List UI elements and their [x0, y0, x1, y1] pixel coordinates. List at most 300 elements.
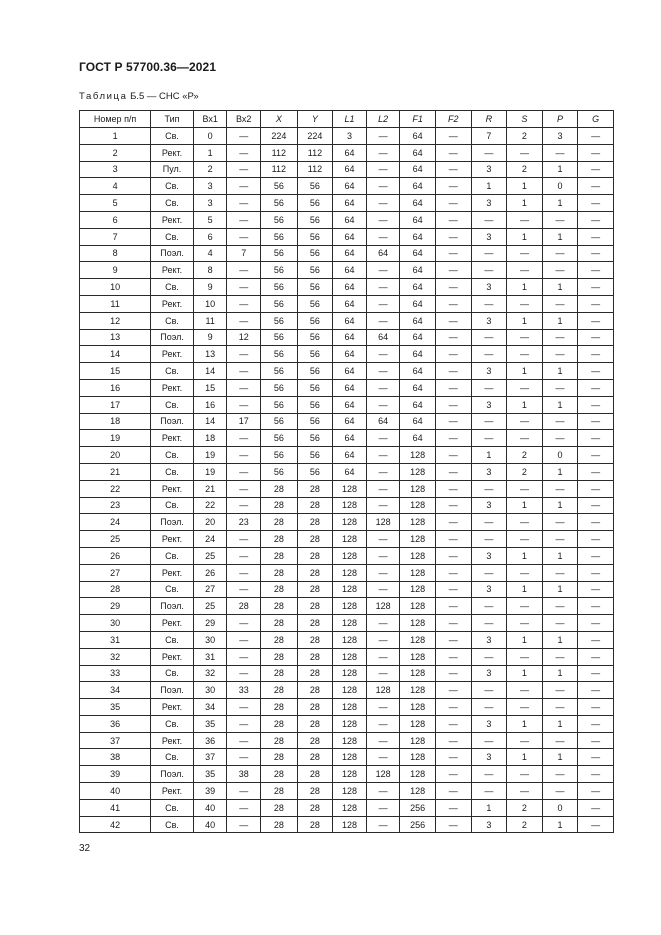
table-cell: —: [578, 531, 614, 548]
table-cell: 5: [80, 195, 151, 212]
column-header: P: [542, 111, 578, 128]
table-cell: —: [435, 447, 471, 464]
table-cell: —: [578, 682, 614, 699]
table-cell: 31: [193, 648, 227, 665]
table-cell: —: [578, 346, 614, 363]
table-cell: 35: [193, 766, 227, 783]
table-cell: 64: [333, 211, 367, 228]
table-cell: 3: [471, 749, 507, 766]
table-cell: 28: [261, 749, 298, 766]
table-cell: —: [435, 463, 471, 480]
table-cell: —: [578, 816, 614, 833]
table-cell: 26: [80, 547, 151, 564]
table-cell: —: [578, 363, 614, 380]
table-cell: —: [227, 144, 261, 161]
table-cell: —: [578, 128, 614, 145]
table-cell: 1: [542, 363, 578, 380]
table-cell: 56: [261, 329, 298, 346]
table-cell: —: [578, 161, 614, 178]
table-cell: 1: [507, 631, 543, 648]
table-cell: 64: [400, 363, 436, 380]
table-cell: —: [366, 463, 400, 480]
table-cell: 128: [333, 531, 367, 548]
table-cell: —: [366, 564, 400, 581]
table-cell: —: [542, 245, 578, 262]
table-cell: 64: [366, 413, 400, 430]
table-cell: —: [471, 144, 507, 161]
table-cell: 1: [471, 447, 507, 464]
table-cell: 12: [80, 312, 151, 329]
table-cell: 128: [400, 682, 436, 699]
table-cell: —: [578, 430, 614, 447]
table-cell: —: [366, 799, 400, 816]
table-cell: 40: [80, 783, 151, 800]
table-cell: —: [471, 514, 507, 531]
table-cell: 64: [333, 228, 367, 245]
table-cell: 3: [193, 195, 227, 212]
table-cell: 56: [297, 447, 333, 464]
table-cell: 128: [333, 749, 367, 766]
table-cell: —: [507, 615, 543, 632]
table-cell: 128: [333, 799, 367, 816]
table-cell: 8: [80, 245, 151, 262]
table-cell: Св.: [151, 799, 194, 816]
table-cell: 29: [193, 615, 227, 632]
table-cell: 1: [542, 279, 578, 296]
table-cell: 64: [333, 463, 367, 480]
table-cell: 224: [297, 128, 333, 145]
table-cell: —: [542, 144, 578, 161]
table-cell: 3: [471, 547, 507, 564]
table-cell: 28: [297, 480, 333, 497]
table-cell: —: [542, 430, 578, 447]
table-cell: —: [542, 379, 578, 396]
table-cell: 128: [400, 547, 436, 564]
table-cell: —: [227, 699, 261, 716]
table-row: [80, 598, 614, 615]
table-row: [80, 615, 614, 632]
table-cell: 56: [261, 178, 298, 195]
table-cell: 128: [333, 732, 367, 749]
table-cell: —: [471, 564, 507, 581]
table-cell: —: [227, 631, 261, 648]
table-cell: 0: [542, 447, 578, 464]
table-cell: —: [578, 379, 614, 396]
table-cell: 28: [261, 615, 298, 632]
table-row: [80, 262, 614, 279]
table-cell: —: [471, 699, 507, 716]
table-caption: [79, 91, 199, 102]
table-cell: 128: [333, 581, 367, 598]
table-cell: —: [435, 178, 471, 195]
table-cell: —: [227, 195, 261, 212]
table-cell: 1: [507, 581, 543, 598]
table-row: [80, 211, 614, 228]
table-cell: —: [507, 564, 543, 581]
table-cell: 28: [297, 547, 333, 564]
table-cell: —: [366, 279, 400, 296]
table-caption-label: Таблица: [79, 91, 128, 102]
table-cell: —: [366, 262, 400, 279]
table-cell: 64: [400, 396, 436, 413]
table-cell: 64: [333, 295, 367, 312]
table-cell: —: [366, 749, 400, 766]
table-cell: 1: [193, 144, 227, 161]
table-cell: 1: [471, 799, 507, 816]
table-cell: 1: [542, 228, 578, 245]
table-cell: —: [578, 497, 614, 514]
table-cell: —: [435, 531, 471, 548]
table-cell: —: [227, 295, 261, 312]
table-cell: 28: [261, 564, 298, 581]
table-cell: —: [435, 295, 471, 312]
table-cell: —: [542, 531, 578, 548]
column-header: F1: [400, 111, 436, 128]
table-cell: Рект.: [151, 379, 194, 396]
table-row: [80, 497, 614, 514]
table-cell: 1: [507, 195, 543, 212]
table-cell: —: [507, 245, 543, 262]
table-cell: 56: [261, 413, 298, 430]
table-cell: 64: [400, 128, 436, 145]
table-cell: 128: [400, 598, 436, 615]
table-row: [80, 699, 614, 716]
table-cell: Рект.: [151, 699, 194, 716]
table-cell: —: [366, 581, 400, 598]
table-cell: —: [227, 564, 261, 581]
table-cell: 3: [471, 279, 507, 296]
table-cell: —: [435, 783, 471, 800]
table-cell: 128: [333, 547, 367, 564]
table-cell: 64: [333, 379, 367, 396]
table-cell: 56: [261, 396, 298, 413]
table-cell: Рект.: [151, 480, 194, 497]
table-cell: —: [578, 211, 614, 228]
table-cell: 3: [471, 312, 507, 329]
table-cell: 128: [366, 766, 400, 783]
table-cell: 20: [193, 514, 227, 531]
table-cell: 64: [333, 312, 367, 329]
table-cell: 28: [297, 732, 333, 749]
table-header-row: [80, 111, 614, 128]
table-cell: —: [578, 615, 614, 632]
table-cell: —: [435, 312, 471, 329]
table-cell: 12: [227, 329, 261, 346]
table-cell: —: [227, 161, 261, 178]
table-row: [80, 346, 614, 363]
table-cell: —: [366, 228, 400, 245]
table-cell: —: [578, 447, 614, 464]
table-cell: 1: [507, 715, 543, 732]
table-cell: Св.: [151, 497, 194, 514]
table-cell: —: [471, 531, 507, 548]
table-cell: —: [435, 648, 471, 665]
table-cell: —: [366, 396, 400, 413]
table-cell: 1: [507, 228, 543, 245]
table-cell: 28: [297, 816, 333, 833]
table-cell: 28: [261, 766, 298, 783]
table-cell: 64: [333, 447, 367, 464]
table-cell: 64: [333, 363, 367, 380]
table-cell: Св.: [151, 312, 194, 329]
table-cell: 224: [261, 128, 298, 145]
table-row: [80, 715, 614, 732]
table-cell: 128: [333, 615, 367, 632]
table-cell: 28: [297, 648, 333, 665]
table-cell: 128: [333, 699, 367, 716]
table-cell: 28: [261, 514, 298, 531]
table-cell: —: [542, 648, 578, 665]
table-cell: 3: [542, 128, 578, 145]
table-cell: 24: [193, 531, 227, 548]
table-cell: 56: [261, 295, 298, 312]
table-cell: 56: [261, 279, 298, 296]
table-cell: —: [227, 581, 261, 598]
column-header: L2: [366, 111, 400, 128]
table-cell: 38: [227, 766, 261, 783]
table-cell: 64: [333, 396, 367, 413]
table-cell: —: [542, 598, 578, 615]
table-cell: —: [366, 531, 400, 548]
table-cell: 3: [471, 715, 507, 732]
table-cell: 28: [261, 598, 298, 615]
table-cell: —: [435, 665, 471, 682]
table-cell: 28: [297, 682, 333, 699]
table-cell: —: [366, 128, 400, 145]
table-cell: 3: [471, 228, 507, 245]
table-cell: —: [471, 615, 507, 632]
table-cell: —: [578, 329, 614, 346]
table-cell: —: [578, 514, 614, 531]
table-row: [80, 665, 614, 682]
table-cell: —: [435, 363, 471, 380]
table-cell: 32: [193, 665, 227, 682]
table-row: [80, 631, 614, 648]
table-cell: —: [542, 413, 578, 430]
table-cell: —: [471, 682, 507, 699]
table-cell: —: [578, 665, 614, 682]
table-cell: 128: [333, 665, 367, 682]
table-cell: 28: [227, 598, 261, 615]
table-cell: 3: [471, 581, 507, 598]
table-cell: —: [507, 262, 543, 279]
table-cell: —: [471, 783, 507, 800]
table-cell: —: [507, 211, 543, 228]
table-cell: —: [578, 463, 614, 480]
table-cell: 56: [261, 262, 298, 279]
table-cell: —: [227, 211, 261, 228]
table-cell: 23: [227, 514, 261, 531]
table-cell: —: [227, 463, 261, 480]
table-cell: —: [578, 228, 614, 245]
table-cell: —: [578, 413, 614, 430]
table-cell: 1: [507, 363, 543, 380]
table-cell: —: [578, 178, 614, 195]
table-cell: 30: [193, 682, 227, 699]
table-cell: 64: [366, 245, 400, 262]
table-cell: —: [542, 514, 578, 531]
table-cell: —: [578, 598, 614, 615]
table-cell: —: [507, 783, 543, 800]
table-cell: 1: [542, 581, 578, 598]
table-cell: —: [542, 329, 578, 346]
table-cell: —: [578, 766, 614, 783]
table-cell: 38: [80, 749, 151, 766]
table-cell: —: [578, 295, 614, 312]
table-cell: Рект.: [151, 531, 194, 548]
table-cell: 10: [193, 295, 227, 312]
table-cell: —: [578, 699, 614, 716]
table-cell: Рект.: [151, 346, 194, 363]
table-cell: 28: [261, 547, 298, 564]
table-cell: 34: [193, 699, 227, 716]
table-cell: 1: [542, 665, 578, 682]
table-cell: 64: [400, 211, 436, 228]
table-cell: —: [435, 816, 471, 833]
table-cell: —: [227, 346, 261, 363]
table-cell: —: [227, 430, 261, 447]
table-cell: 0: [542, 178, 578, 195]
table-cell: 128: [400, 732, 436, 749]
table-cell: 128: [366, 598, 400, 615]
table-cell: —: [435, 749, 471, 766]
column-header: F2: [435, 111, 471, 128]
table-cell: —: [435, 329, 471, 346]
table-cell: —: [507, 346, 543, 363]
table-cell: 64: [400, 329, 436, 346]
table-cell: Св.: [151, 631, 194, 648]
table-cell: —: [366, 346, 400, 363]
table-cell: —: [507, 379, 543, 396]
table-cell: 39: [193, 783, 227, 800]
table-cell: 128: [400, 715, 436, 732]
table-cell: —: [578, 799, 614, 816]
table-cell: —: [227, 615, 261, 632]
table-cell: Рект.: [151, 615, 194, 632]
table-cell: 128: [333, 480, 367, 497]
table-cell: 128: [333, 598, 367, 615]
table-cell: —: [542, 766, 578, 783]
table-cell: Рект.: [151, 262, 194, 279]
table-cell: 28: [297, 715, 333, 732]
table-cell: —: [507, 648, 543, 665]
table-cell: 128: [333, 497, 367, 514]
table-cell: —: [507, 295, 543, 312]
table-cell: 128: [400, 615, 436, 632]
table-cell: 2: [507, 161, 543, 178]
table-cell: Св.: [151, 749, 194, 766]
table-cell: 1: [542, 749, 578, 766]
table-cell: —: [227, 128, 261, 145]
table-cell: —: [435, 682, 471, 699]
table-cell: 64: [400, 161, 436, 178]
table-cell: 19: [193, 463, 227, 480]
table-cell: —: [366, 648, 400, 665]
table-cell: 28: [261, 480, 298, 497]
table-cell: —: [471, 262, 507, 279]
table-cell: 40: [193, 816, 227, 833]
table-cell: 37: [80, 732, 151, 749]
table-cell: —: [435, 211, 471, 228]
table-cell: Св.: [151, 363, 194, 380]
table-cell: 34: [80, 682, 151, 699]
table-cell: Поэл.: [151, 413, 194, 430]
table-cell: —: [227, 396, 261, 413]
table-cell: 128: [333, 514, 367, 531]
table-cell: 17: [227, 413, 261, 430]
table-cell: —: [435, 715, 471, 732]
column-header: Тип: [151, 111, 194, 128]
table-cell: 2: [507, 128, 543, 145]
column-header: S: [507, 111, 543, 128]
table-cell: 11: [80, 295, 151, 312]
table-cell: 35: [80, 699, 151, 716]
table-cell: —: [435, 615, 471, 632]
table-cell: 56: [297, 363, 333, 380]
table-row: [80, 195, 614, 212]
table-cell: Рект.: [151, 211, 194, 228]
table-row: [80, 312, 614, 329]
table-cell: Пул.: [151, 161, 194, 178]
table-cell: 64: [400, 144, 436, 161]
table-cell: 22: [193, 497, 227, 514]
table-cell: Св.: [151, 715, 194, 732]
table-cell: 64: [333, 245, 367, 262]
table-cell: —: [471, 480, 507, 497]
table-cell: 28: [297, 783, 333, 800]
table-cell: —: [471, 598, 507, 615]
table-cell: 9: [80, 262, 151, 279]
table-cell: 35: [193, 715, 227, 732]
table-cell: —: [507, 531, 543, 548]
table-cell: —: [366, 732, 400, 749]
table-cell: 37: [193, 749, 227, 766]
table-cell: —: [507, 480, 543, 497]
column-header: Номер п/п: [80, 111, 151, 128]
table-cell: 128: [400, 699, 436, 716]
table-cell: 28: [297, 497, 333, 514]
table-cell: —: [507, 413, 543, 430]
table-cell: —: [435, 631, 471, 648]
table-cell: 1: [80, 128, 151, 145]
table-cell: —: [227, 816, 261, 833]
table-cell: 27: [193, 581, 227, 598]
table-row: [80, 480, 614, 497]
table-cell: 2: [507, 463, 543, 480]
table-cell: 56: [261, 346, 298, 363]
table-cell: —: [471, 211, 507, 228]
table-cell: 36: [193, 732, 227, 749]
table-row: [80, 547, 614, 564]
table-cell: 16: [193, 396, 227, 413]
table-cell: 128: [400, 749, 436, 766]
table-cell: 56: [297, 295, 333, 312]
table-cell: —: [542, 615, 578, 632]
table-cell: Поэл.: [151, 245, 194, 262]
table-row: [80, 732, 614, 749]
table-cell: —: [435, 766, 471, 783]
table-row: [80, 379, 614, 396]
table-cell: —: [542, 732, 578, 749]
column-header: Вх1: [193, 111, 227, 128]
table-cell: —: [366, 715, 400, 732]
table-cell: 128: [366, 514, 400, 531]
table-cell: 64: [400, 228, 436, 245]
table-cell: 28: [261, 699, 298, 716]
table-cell: —: [578, 195, 614, 212]
table-cell: 56: [261, 245, 298, 262]
table-row: [80, 363, 614, 380]
